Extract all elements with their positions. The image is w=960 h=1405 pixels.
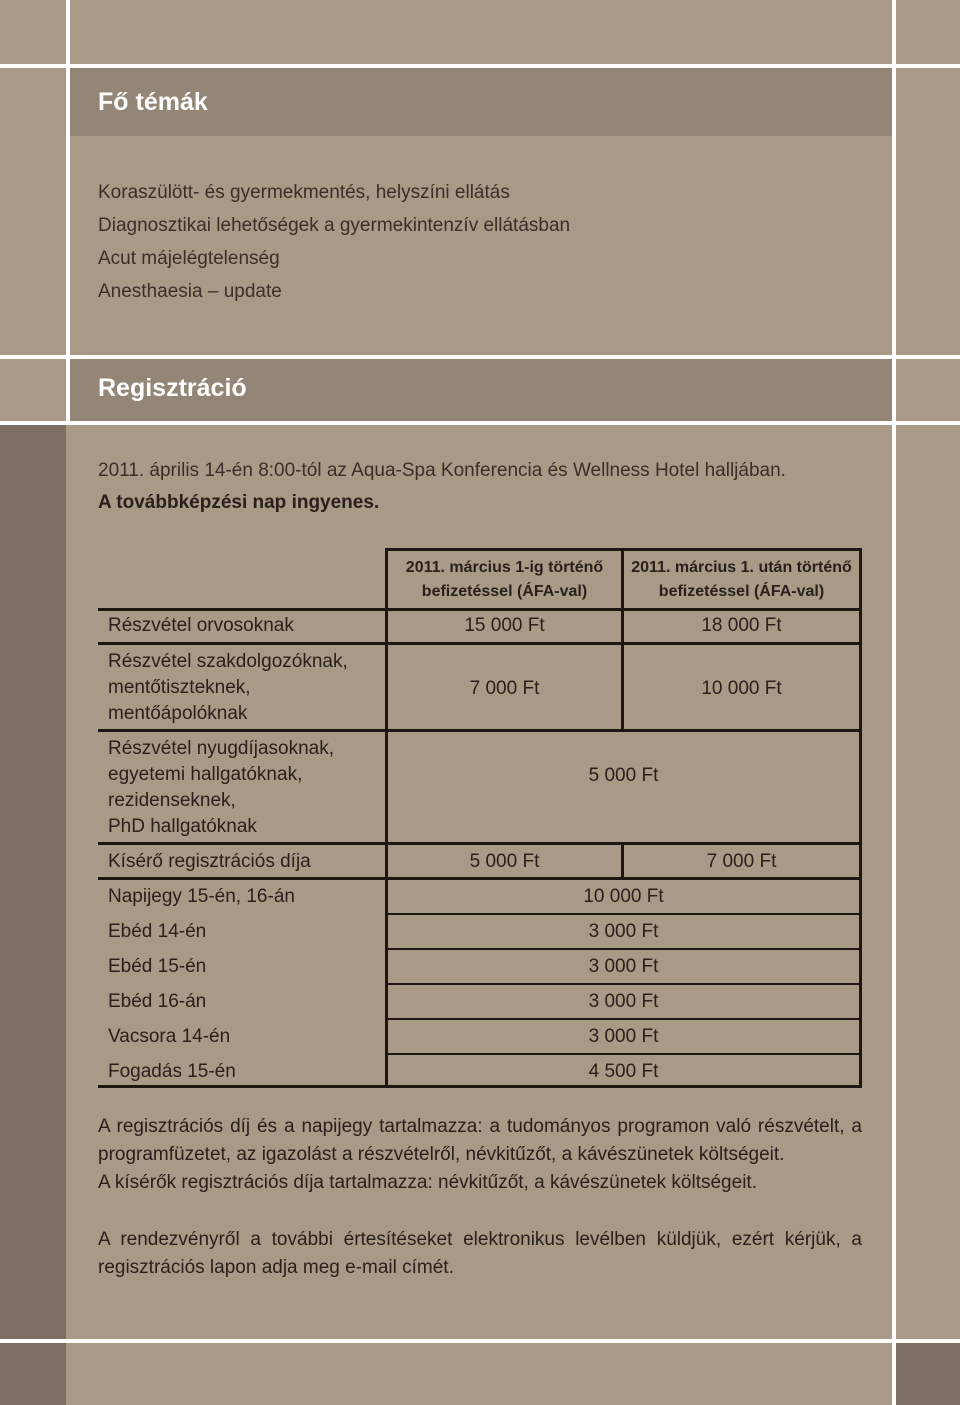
- extra-price: 3 000 Ft: [588, 921, 659, 942]
- topic-item: Diagnosztikai lehetőségek a gyermekintenzív ellátásban: [98, 215, 571, 236]
- topic-item: Koraszülött- és gyermekmentés, helyszíni ellátás: [98, 182, 510, 203]
- table-header-after: 2011. március 1. után történő befizetéssel (ÁFA-val): [631, 559, 852, 600]
- fee-includes-note: A regisztrációs díj és a napijegy tartalmazza: a tudományos programon való részvételt, a programfüzetet, az igazolást a részvételről, névkitűzőt, a kávészünetek költségeit. A kísérők regisztrációs díja tartalmazza: névkitűzőt, a kávészünetek költségeit.: [98, 1116, 862, 1193]
- extra-label: Napijegy 15-én, 16-án: [108, 886, 295, 907]
- price-companion-before: 5 000 Ft: [469, 851, 540, 872]
- extra-label: Vacsora 14-én: [108, 1026, 231, 1047]
- corner-block-left: [0, 425, 66, 1405]
- price-retired: 5 000 Ft: [588, 765, 659, 786]
- grid-line-v-right: [892, 0, 896, 1405]
- registration-free-note: A továbbképzési nap ingyenes.: [98, 492, 380, 513]
- topics-title: Fő témák: [98, 88, 208, 116]
- price-staff-after: 10 000 Ft: [701, 678, 782, 699]
- extra-price: 3 000 Ft: [588, 991, 659, 1012]
- grid-line-h-bottom: [0, 1339, 960, 1343]
- table-header-before: 2011. március 1-ig történő befizetéssel (ÁFA-val): [405, 559, 604, 600]
- row-label-staff: Részvétel szakdolgozóknak, mentőtiszteknek, mentőápolóknak: [108, 651, 348, 724]
- registration-info: 2011. április 14-én 8:00-tól az Aqua-Spa Konferencia és Wellness Hotel halljában.: [98, 460, 786, 481]
- extra-label: Ebéd 15-én: [108, 956, 207, 977]
- price-companion-after: 7 000 Ft: [706, 851, 777, 872]
- price-doctors-before: 15 000 Ft: [464, 615, 545, 636]
- corner-block-right: [896, 1343, 960, 1405]
- topic-item: Acut májelégtelenség: [98, 248, 280, 269]
- extra-price: 10 000 Ft: [583, 886, 664, 907]
- row-label-companion: Kísérő regisztrációs díja: [108, 851, 311, 872]
- topic-item: Anesthaesia – update: [98, 281, 282, 302]
- grid-line-h-low: [0, 421, 960, 425]
- extra-label: Ebéd 14-én: [108, 921, 207, 942]
- grid-line-h-mid: [0, 355, 960, 359]
- price-staff-before: 7 000 Ft: [469, 678, 540, 699]
- extra-price: 3 000 Ft: [588, 956, 659, 977]
- price-doctors-after: 18 000 Ft: [701, 615, 782, 636]
- grid-line-h-top: [0, 64, 960, 68]
- extra-label: Fogadás 15-én: [108, 1061, 236, 1082]
- registration-title: Regisztráció: [98, 374, 247, 402]
- extra-price: 3 000 Ft: [588, 1026, 659, 1047]
- row-label-retired: Részvétel nyugdíjasoknak, egyetemi hallgatóknak, rezidenseknek, PhD hallgatóknak: [108, 738, 335, 837]
- extra-price: 4 500 Ft: [588, 1061, 659, 1082]
- extra-label: Ebéd 16-án: [108, 991, 207, 1012]
- email-note: A rendezvényről a további értesítéseket elektronikus levélben küldjük, ezért kérjük, a regisztrációs lapon adja meg e-mail címét.: [98, 1229, 862, 1278]
- row-label-doctors: Részvétel orvosoknak: [108, 615, 294, 636]
